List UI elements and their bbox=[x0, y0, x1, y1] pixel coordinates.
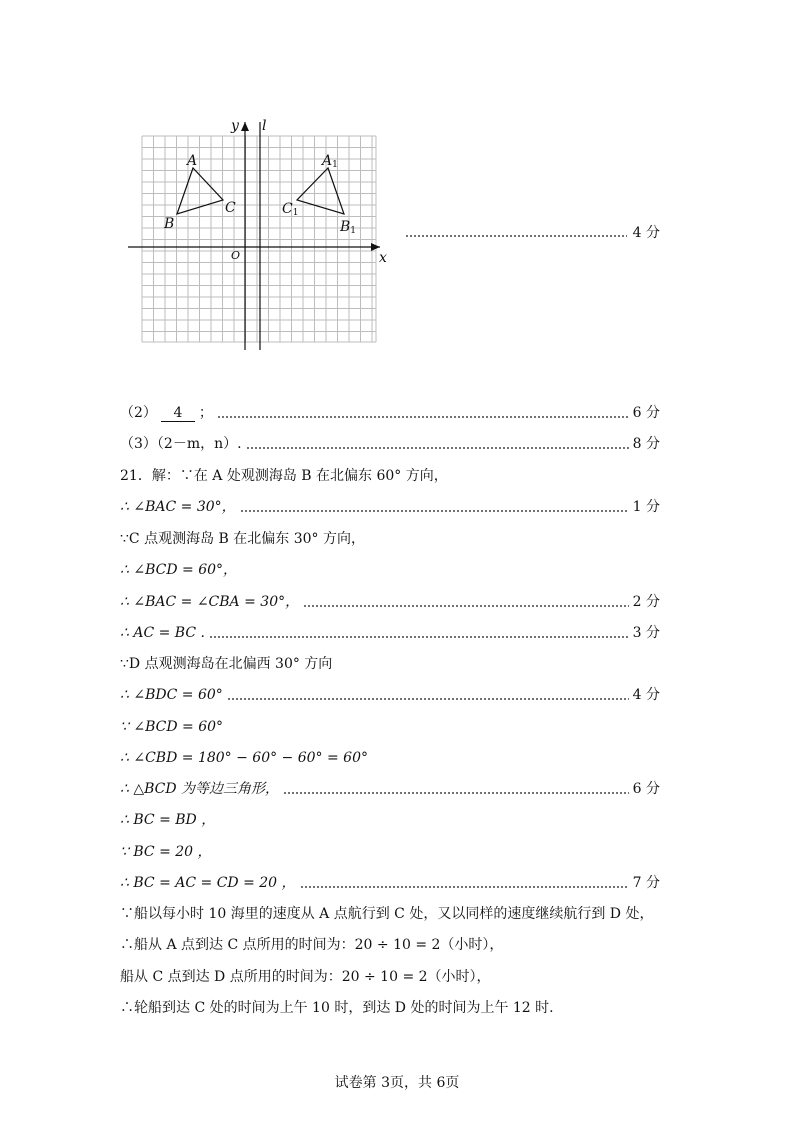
line-text: ∴ ∠BAC = 30°， bbox=[120, 499, 236, 515]
leader-dots bbox=[227, 698, 629, 700]
answer-line-2 bbox=[120, 401, 660, 425]
line-text: （2） bbox=[120, 405, 157, 421]
solution-line bbox=[120, 590, 660, 614]
line-text: ∴轮船到达 C 处的时间为上午 10 时，到达 D 处的时间为上午 12 时. bbox=[120, 1000, 554, 1016]
label-c: C bbox=[225, 200, 236, 216]
line-text: ∵ BC = 20 ， bbox=[120, 844, 212, 860]
solution-line bbox=[120, 808, 660, 832]
line-suffix: ； bbox=[198, 405, 213, 421]
solution-line bbox=[120, 683, 660, 707]
label-origin: O bbox=[231, 249, 241, 262]
leader-dots bbox=[303, 605, 629, 607]
solution-line bbox=[120, 933, 660, 957]
score: 6 分 bbox=[632, 405, 660, 421]
line-text: ∴ ∠BAC = ∠CBA = 30°， bbox=[120, 594, 300, 610]
answer-line-3 bbox=[120, 432, 660, 456]
line-text: ∴ BC = BD ， bbox=[120, 812, 216, 828]
score: 4 分 bbox=[632, 225, 660, 241]
answer-blank: 4 bbox=[161, 405, 195, 422]
solution-line bbox=[120, 840, 660, 864]
label-c1: C1 bbox=[282, 201, 299, 218]
line-text: 21．解：∵在 A 处观测海岛 B 在北偏东 60° 方向， bbox=[120, 468, 448, 484]
score: 7 分 bbox=[632, 875, 660, 891]
line-text: ∵D 点观测海岛在北偏西 30° 方向 bbox=[120, 656, 333, 672]
score: 4 分 bbox=[632, 687, 660, 703]
label-b1: B1 bbox=[340, 219, 357, 236]
leader-dots bbox=[405, 235, 627, 237]
score: 6 分 bbox=[632, 781, 660, 797]
label-x: x bbox=[379, 250, 387, 266]
line-text: ∴ AC = BC . bbox=[120, 625, 205, 641]
line-text: 船从 C 点到达 D 点所用的时间为：20 ÷ 10 = 2（小时）， bbox=[120, 969, 491, 985]
solution-line bbox=[120, 621, 660, 645]
leader-dots bbox=[209, 636, 629, 638]
score: 8 分 bbox=[632, 436, 660, 452]
solution-line bbox=[120, 965, 660, 989]
label-a: A bbox=[187, 153, 198, 169]
line-text: ∴ △BCD 为等边三角形， bbox=[120, 781, 280, 797]
grid-lines bbox=[142, 136, 376, 342]
line-text: ∴ BC = AC = CD = 20 ， bbox=[120, 875, 296, 891]
leader-dots bbox=[283, 792, 629, 794]
page-footer: 试卷第 3页，共 6页 bbox=[334, 1075, 460, 1091]
score: 3 分 bbox=[632, 625, 660, 641]
label-b: B bbox=[164, 216, 175, 232]
line-text: ∴船从 A 点到达 C 点所用的时间为：20 ÷ 10 = 2（小时）， bbox=[120, 937, 504, 953]
y-axis-arrow bbox=[241, 122, 249, 131]
solution-line bbox=[120, 777, 660, 801]
solution-line bbox=[120, 558, 660, 582]
solution-line bbox=[120, 871, 660, 895]
label-y: y bbox=[231, 118, 239, 134]
solution-line bbox=[120, 652, 660, 676]
solution-line bbox=[120, 996, 660, 1020]
line-text: ∵船以每小时 10 海里的速度从 A 点航行到 C 处，又以同样的速度继续航行到 D 处， bbox=[120, 906, 654, 922]
label-l: l bbox=[262, 118, 267, 134]
solution-line bbox=[120, 715, 660, 739]
solution-line bbox=[120, 902, 660, 926]
triangle-a1b1c1 bbox=[297, 168, 344, 214]
coordinate-grid-svg bbox=[120, 110, 400, 360]
solution-line bbox=[120, 495, 660, 519]
score: 2 分 bbox=[632, 594, 660, 610]
coordinate-figure bbox=[120, 110, 400, 360]
solution-line bbox=[120, 746, 660, 770]
figure-score-line bbox=[405, 220, 660, 244]
label-a1: A1 bbox=[322, 153, 338, 170]
line-text: ∴ ∠BCD = 60°， bbox=[120, 562, 238, 578]
score: 1 分 bbox=[632, 499, 660, 515]
line-text: ∴ ∠BDC = 60° bbox=[120, 687, 223, 703]
line-text: （3）（2－m，n）. bbox=[120, 436, 242, 452]
solution-line bbox=[120, 527, 660, 551]
solution-line bbox=[120, 464, 660, 488]
line-text: ∴ ∠CBD = 180° − 60° − 60° = 60° bbox=[120, 750, 369, 766]
leader-dots bbox=[300, 886, 629, 888]
leader-dots bbox=[246, 447, 629, 449]
line-text: ∵ ∠BCD = 60° bbox=[120, 719, 224, 735]
line-text: ∵C 点观测海岛 B 在北偏东 30° 方向， bbox=[120, 531, 365, 547]
leader-dots bbox=[240, 510, 629, 512]
leader-dots bbox=[217, 416, 629, 418]
